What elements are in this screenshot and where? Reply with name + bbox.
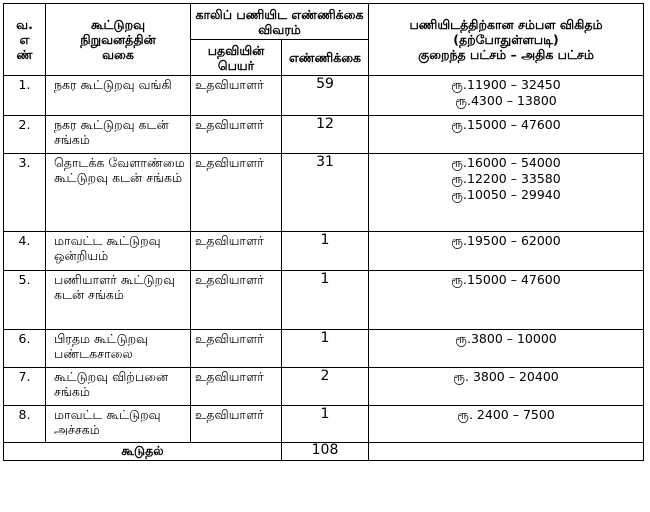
total-pay-empty <box>369 443 644 461</box>
row-count: 1 <box>282 232 369 271</box>
pay-scale-line: ரூ.3800 – 10000 <box>455 331 557 346</box>
row-post-name: உதவியாளர் <box>191 330 282 368</box>
row-count: 12 <box>282 116 369 154</box>
row-pay-scale <box>369 330 644 368</box>
table-row <box>4 271 644 330</box>
pay-scale-line: ரூ.19500 – 62000 <box>451 233 561 248</box>
row-post-name: உதவியாளர் <box>191 271 282 330</box>
row-unit-type: பணியாளர் கூட்டுறவு கடன் சங்கம் <box>46 271 191 330</box>
table-row <box>4 154 644 232</box>
header-count: எண்ணிக்கை <box>282 40 369 76</box>
row-post-name: உதவியாளர் <box>191 154 282 232</box>
table-row <box>4 368 644 406</box>
row-post-name: உதவியாளர் <box>191 76 282 116</box>
pay-scale-line: ரூ.16000 – 54000 <box>451 155 561 170</box>
row-post-name: உதவியாளர் <box>191 368 282 406</box>
table-row <box>4 116 644 154</box>
row-unit-type: பிரதம கூட்டுறவு பண்டகசாலை <box>46 330 191 368</box>
total-label: கூடுதல் <box>4 443 282 461</box>
vacancy-table <box>3 3 644 461</box>
row-pay-scale <box>369 368 644 406</box>
row-pay-scale <box>369 406 644 443</box>
pay-scale-line: ரூ.15000 – 47600 <box>451 117 561 132</box>
row-sno: 1. <box>4 76 46 116</box>
row-count: 59 <box>282 76 369 116</box>
table-row <box>4 406 644 443</box>
row-count: 2 <box>282 368 369 406</box>
row-unit-type: மாவட்ட கூட்டுறவு அச்சகம் <box>46 406 191 443</box>
row-count: 1 <box>282 406 369 443</box>
row-sno: 3. <box>4 154 46 232</box>
row-sno: 6. <box>4 330 46 368</box>
row-pay-scale <box>369 232 644 271</box>
total-value: 108 <box>282 443 369 461</box>
row-sno: 2. <box>4 116 46 154</box>
header-vacancy-group: காலிப் பணியிட எண்ணிக்கை விவரம் <box>191 4 369 40</box>
header-sno: வ. எ ண் <box>4 4 46 76</box>
row-post-name: உதவியாளர் <box>191 232 282 271</box>
header-unit-type: கூட்டுறவு நிறுவனத்தின் வகை <box>46 4 191 76</box>
row-pay-scale <box>369 154 644 232</box>
row-pay-scale <box>369 76 644 116</box>
header-pay-scale: பணியிடத்திற்கான சம்பள விகிதம் (தற்போதுள்ளபடி) குறைந்த பட்சம் – அதிக பட்சம் <box>369 4 644 76</box>
pay-scale-line: ரூ.12200 – 33580 <box>451 171 561 186</box>
row-pay-scale <box>369 116 644 154</box>
row-unit-type: கூட்டுறவு விற்பனை சங்கம் <box>46 368 191 406</box>
row-post-name: உதவியாளர் <box>191 406 282 443</box>
pay-scale-line: ரூ.4300 – 13800 <box>455 93 557 108</box>
row-sno: 5. <box>4 271 46 330</box>
pay-scale-line: ரூ. 3800 – 20400 <box>453 369 559 384</box>
header-post-name: பதவியின் பெயர் <box>191 40 282 76</box>
row-unit-type: நகர கூட்டுறவு கடன் சங்கம் <box>46 116 191 154</box>
pay-scale-line: ரூ.11900 – 32450 <box>451 77 561 92</box>
table-row <box>4 232 644 271</box>
pay-scale-line: ரூ.15000 – 47600 <box>451 272 561 287</box>
row-unit-type: நகர கூட்டுறவு வங்கி <box>46 76 191 116</box>
row-sno: 4. <box>4 232 46 271</box>
row-count: 31 <box>282 154 369 232</box>
row-unit-type: தொடக்க வேளாண்மை கூட்டுறவு கடன் சங்கம் <box>46 154 191 232</box>
table-row <box>4 330 644 368</box>
table-row <box>4 76 644 116</box>
row-count: 1 <box>282 330 369 368</box>
row-unit-type: மாவட்ட கூட்டுறவு ஒன்றியம் <box>46 232 191 271</box>
row-count: 1 <box>282 271 369 330</box>
row-post-name: உதவியாளர் <box>191 116 282 154</box>
row-pay-scale <box>369 271 644 330</box>
row-sno: 7. <box>4 368 46 406</box>
pay-scale-line: ரூ. 2400 – 7500 <box>457 407 555 422</box>
pay-scale-line: ரூ.10050 – 29940 <box>451 187 561 202</box>
row-sno: 8. <box>4 406 46 443</box>
